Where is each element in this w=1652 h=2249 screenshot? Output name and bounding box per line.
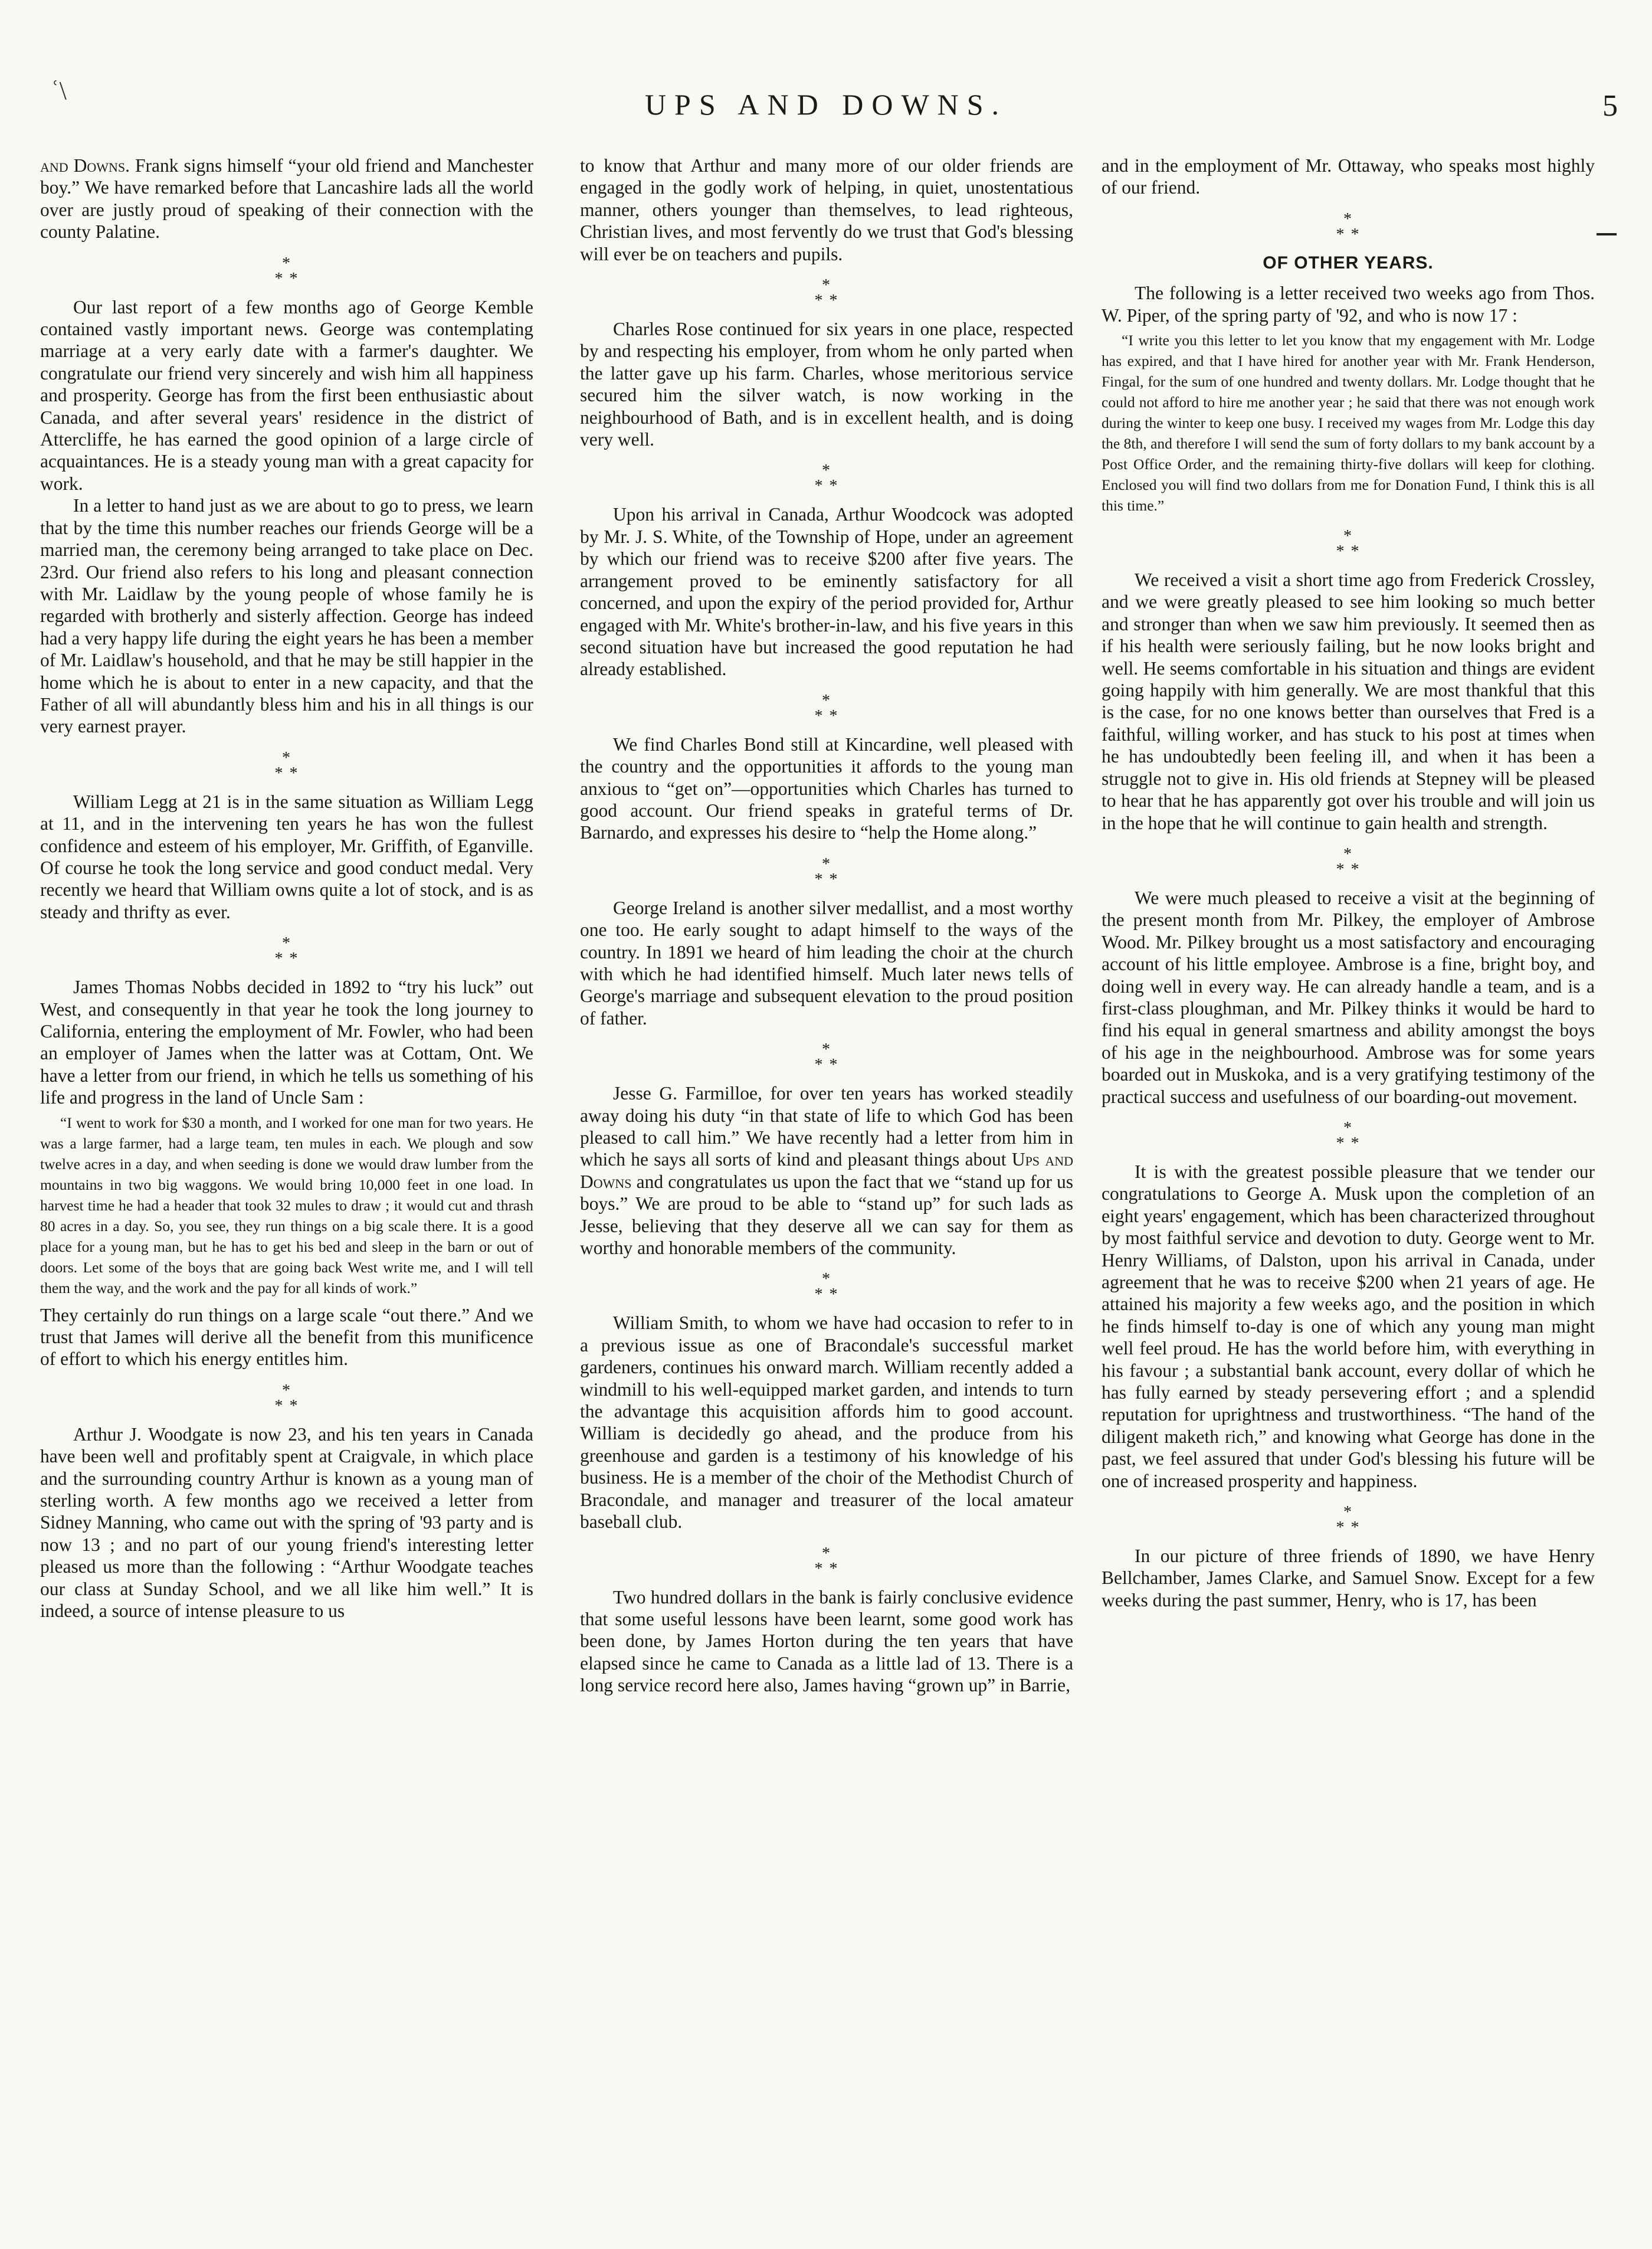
column-1	[40, 155, 533, 1622]
paragraph: The following is a letter received two weeks ago from Thos. W. Piper, of the spring party of '92, and who is now 17 :	[1102, 283, 1595, 326]
section-divider: * * *	[274, 934, 299, 968]
section-divider: * * *	[814, 276, 839, 310]
section-divider: * * *	[1336, 1503, 1361, 1537]
paragraph: Our last report of a few months ago of George Kemble contained vastly important news. George was contemplating marriage at a very early date with a farmer's daughter. We congratulate our friend very sincerely and wish him all happiness and prosperity. George has from the first been enthusiastic about Canada, and after several years' residence in the district of Attercliffe, he has earned the good opinion of a large circle of acquaintances. He is a steady young man with a great capacity for work.	[40, 296, 533, 494]
magazine-name: Ups and Downs	[580, 1149, 1074, 1192]
paragraph	[40, 155, 533, 243]
paragraph: James Thomas Nobbs decided in 1892 to “try his luck” out West, and consequently in that year he took the long journey to California, entering the employment of Mr. Fowler, who had been an employer of James when the latter was at Cottam, Ont. We have a letter from our friend, in which he tells us something of his life and progress in the land of Uncle Sam :	[40, 977, 533, 1108]
section-divider: * * *	[274, 748, 299, 783]
paragraph: Arthur J. Woodgate is now 23, and his ten years in Canada have been well and profitably spent at Craigvale, in which place and the surrounding country Arthur is known as a young man of sterling worth. A few months ago we received a letter from Sidney Manning, who came out with the spring of '93 party and is now 13 ; and no part of our young friend's interesting letter pleased us more than the following : “Arthur Woodgate teaches our class at Sunday School, and we all like him well.” It is indeed, a source of intense pleasure to us	[40, 1423, 533, 1622]
paragraph: George Ireland is another silver medallist, and a most worthy one too. He early sought to adapt himself to the ways of the country. In 1891 we heard of him leading the choir at the church with which he had identified himself. Much later news tells of George's marriage and subsequent elevation to the proud position of father.	[580, 897, 1073, 1029]
paragraph: We find Charles Bond still at Kincardine, well pleased with the country and the opportunities it affords to the young man anxious to “get on”—opportunities which Charles has turned to good account. Our friend speaks in grateful terms of Dr. Barnardo, and expresses his desire to “help the Home along.”	[580, 734, 1073, 843]
paragraph: to know that Arthur and many more of our older friends are engaged in the godly work of helping, in quiet, unostentatious manner, others younger than themselves, to lead righteous, Christian lives, and most fervently do we trust that God's blessing will ever be on teachers and pupils.	[580, 155, 1073, 264]
paragraph: We received a visit a short time ago from Frederick Crossley, and we were greatly pleased to see him looking so much better and stronger than when we saw him previously. It seemed then as if his health were seriously failing, but he now looks bright and well. He seems comfortable in his situation and things are evident going happily with him generally. We are most thankful that this is the case, for no one knows better than ourselves that Fred is a faithful, willing worker, and has stuck to his post at times when he has undoubtedly been feeling ill, and when it has been a struggle not to give in. His old friends at Stepney will be pleased to hear that he has apparently got over his trouble and will join us in the hope that he will continue to gain health and strength.	[1102, 569, 1595, 833]
paragraph: Charles Rose continued for six years in one place, respected by and respecting his employer, from whom he only parted when the latter gave up his farm. Charles, whose meritorious service secured him the silver watch, is now working in the neighbourhood of Bath, and is in excellent health, and is doing very well.	[580, 319, 1073, 450]
section-divider: * * *	[1336, 527, 1361, 561]
section-divider: * * *	[814, 691, 839, 725]
letter-quote	[40, 1112, 533, 1298]
section-divider: * * *	[814, 461, 839, 496]
section-divider: * * *	[814, 1270, 839, 1304]
section-divider: * * *	[274, 1381, 299, 1415]
section-divider: * * *	[1336, 209, 1361, 244]
paragraph: William Legg at 21 is in the same situation as William Legg at 11, and in the intervening ten years he has won the fullest confidence and esteem of his employer, Mr. Griffith, of Eganville. Of course he took the long service and good conduct medal. Very recently we heard that William owns quite a lot of stock, and is as steady and thrifty as ever.	[40, 791, 533, 922]
running-head: UPS AND DOWNS.	[644, 88, 1008, 121]
section-title: OF OTHER YEARS.	[1263, 253, 1434, 273]
paragraph	[580, 1082, 1073, 1259]
corner-mark: ʿ\	[51, 76, 67, 105]
magazine-name: and Downs.	[40, 155, 130, 176]
paragraph: In a letter to hand just as we are about to go to press, we learn that by the time this number reaches our friends George will be a married man, the ceremony being arranged to take place on Dec. 23rd. Our friend also refers to his long and pleasant connection with Mr. Laidlaw by the young people of whose family he is regarded with brotherly and sisterly affection. George has indeed had a very happy life during the eight years he has been a member of Mr. Laidlaw's household, and that he may be still happier in the home which he is about to enter in a new capacity, and that the Father of all will abundantly bless him and his in all things is our very earnest prayer.	[40, 495, 533, 737]
paragraph: In our picture of three friends of 1890, we have Henry Bellchamber, James Clarke, and Samuel Snow. Except for a few weeks during the past summer, Henry, who is 17, has been	[1102, 1546, 1595, 1610]
paragraph: Two hundred dollars in the bank is fairly conclusive evidence that some useful lessons have been learnt, some good work has been done, by James Horton during the ten years that have elapsed since he came to Canada as a little lad of 13. There is a long service record here also, James having “grown up” in Barrie,	[580, 1586, 1073, 1696]
section-divider: * * *	[814, 1544, 839, 1578]
section-divider: * * *	[814, 1040, 839, 1075]
paragraph-text: Frank signs himself “your old friend and Manchester boy.” We have remarked before that Lancashire lads all the world over are justly proud of speaking of their connection with the county Palatine.	[40, 155, 534, 243]
column-3	[1102, 155, 1595, 1611]
paragraph: Upon his arrival in Canada, Arthur Woodcock was adopted by Mr. J. S. White, of the Township of Hope, under an agreement by which our friend was to receive $200 after five years. The arrangement proved to be eminently satisfactory for all concerned, and upon the expiry of the period provided for, Arthur engaged with Mr. White's brother-in-law, and his five years in this second situation have but increased the good reputation he had already established.	[580, 504, 1073, 680]
paragraph-text: Jesse G. Farmilloe, for over ten years has worked steadily away doing his duty “in that state of life to which God has been pleased to call him.” We have recently had a letter from him in which he says all sorts of kind and pleasant things about	[580, 1083, 1073, 1170]
paragraph: It is with the greatest possible pleasure that we tender our congratulations to George A. Musk upon the completion of an eight years' engagement, which has been characterized throughout by most faithful service and devotion to duty. George went to Mr. Henry Williams, of Dalston, upon his arrival in Canada, under agreement that he was to receive $200 when 21 years of age. He attained his majority a few weeks ago, and the position in which he finds himself to-day is one of which any young man might well feel proud. He has the world before him, with everything in his favour ; a substantial bank account, every dollar of which he has fully earned by steady persevering effort ; and a splendid reputation for uprightness and trustworthiness. “The hand of the diligent maketh rich,” and knowing what George has done in the past, we feel assured that under God's blessing his future will be one of increased prosperity and happiness.	[1102, 1161, 1595, 1491]
paragraph: William Smith, to whom we have had occasion to refer to in a previous issue as one of Bracondale's successful market gardeners, continues his onward march. William recently added a windmill to his well-equipped market garden, and intends to turn the advantage this acquisition affords him to good account. William is decidedly go ahead, and the produce from his greenhouse and garden is a testimony of his knowledge of his business. He is a member of the choir of the Methodist Church of Bracondale, and manager and treasurer of the local amateur baseball club.	[580, 1312, 1073, 1533]
column-2	[580, 155, 1073, 1697]
paragraph: and in the employment of Mr. Ottaway, who speaks most highly of our friend.	[1102, 155, 1595, 198]
margin-dash	[1597, 233, 1617, 235]
paragraph: We were much pleased to receive a visit at the beginning of the present month from Mr. Pilkey, the employer of Ambrose Wood. Mr. Pilkey brought us a most satisfactory and encouraging account of his little employee. Ambrose is a fine, bright boy, and doing well in every way. He can already handle a team, and is a first-class ploughman, and Mr. Pilkey thinks it would be hard to find his equal in general smartness and ability amongst the boys of his age in the neighbourhood. Ambrose was for some years boarded out in Muskoka, and is a very gratifying testimony of the practical success and usefulness of our boarding-out movement.	[1102, 887, 1595, 1107]
quote-text: “I went to work for $30 a month, and I worked for one man for two years. He was a large farmer, had a large team, ten mules in each. We plough and sow twelve acres in a day, and when seeding is done we would draw lumber from the mountains in two big waggons. We would bring 10,000 feet in one load. In harvest time he had a header that took 32 mules to draw ; it would cut and thrash 80 acres in a day. So, you see, they run things on a big scale there. It is a good place for a young man, but he has to get his bed and sleep in the barn or out of doors. Let some of the boys that are going back West write me, and I will tell them the way, and the work and the pay for all kinds of work.”	[40, 1114, 533, 1297]
letter-quote	[1102, 330, 1595, 516]
section-divider: * * *	[814, 855, 839, 889]
page-number: 5	[1602, 89, 1618, 123]
section-divider: * * *	[274, 254, 299, 288]
section-divider: * * *	[1336, 1118, 1361, 1153]
section-divider: * * *	[1336, 844, 1361, 879]
paragraph: They certainly do run things on a large scale “out there.” And we trust that James will derive all the benefit from this munificence of effort to which his energy entitles him.	[40, 1304, 533, 1370]
paragraph-text: and congratulates us upon the fact that we “stand up for us boys.” We are proud to be able to “stand up” for such lads as Jesse, believing that they deserve all we can say for them as worthy and honorable members of the community.	[580, 1171, 1073, 1259]
quote-text: “I write you this letter to let you know that my engagement with Mr. Lodge has expired, and that I have hired for another year with Mr. Frank Henderson, Fingal, for the sum of one hundred and twenty dollars. Mr. Lodge thought that he could not afford to hire me another year ; he said that there was not enough work during the winter to keep one busy. I received my wages from Mr. Lodge this day the 8th, and therefore I will send the sum of forty dollars to my bank account by a Post Office Order, and the remaining thirty-five dollars will keep for clothing. Enclosed you will find two dollars from me for Donation Fund, I think this is all this time.”	[1102, 332, 1595, 515]
